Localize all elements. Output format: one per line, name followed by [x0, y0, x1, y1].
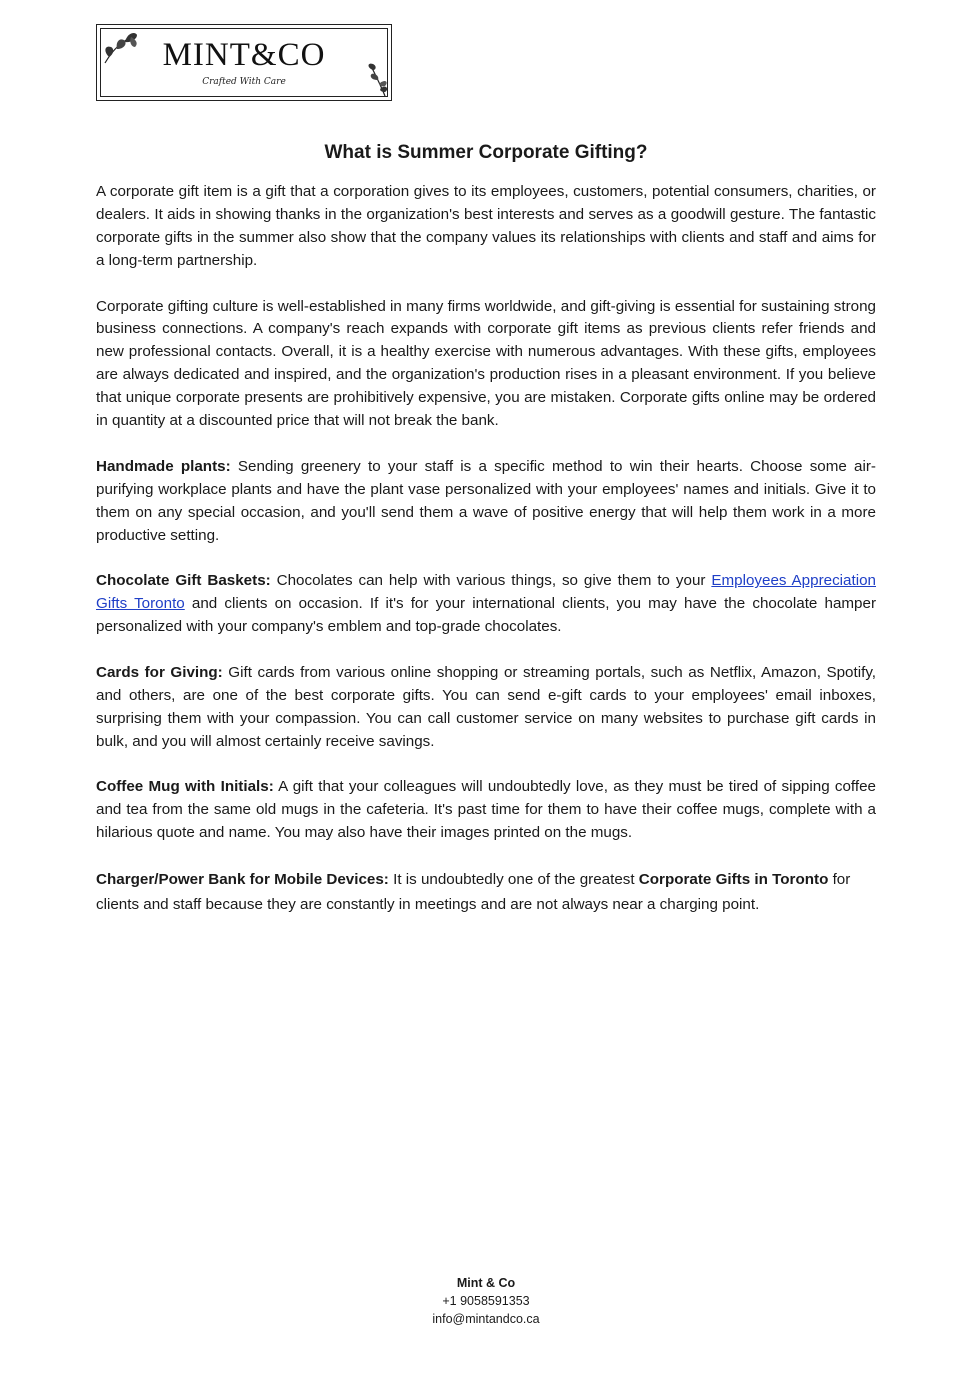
power-bank-text-before: It is undoubtedly one of the greatest	[388, 871, 639, 889]
coffee-mug-heading: Coffee Mug with Initials:	[96, 778, 274, 796]
article-body	[96, 181, 876, 940]
coffee-mug-text: A gift that your colleagues will undoubtedly love, as they must be tired of sipping coffee and tea from the same old mugs in the cafeteria. It's past time for them to have their coffee mugs, complete with a hilarious quote and name. You may also have their images printed on the mugs.	[96, 778, 876, 842]
footer-phone: +1 9058591353	[442, 1294, 530, 1308]
chocolate-text-before: Chocolates can help with various things, so give them to your	[270, 572, 712, 590]
corporate-gifts-toronto-phrase: Corporate Gifts in Toronto	[638, 871, 829, 889]
handmade-plants-heading: Handmade plants:	[96, 457, 231, 475]
company-logo	[96, 24, 392, 101]
chocolate-baskets-paragraph	[96, 570, 876, 639]
culture-paragraph: Corporate gifting culture is well-established in many firms worldwide, and gift-giving is essential for sustaining strong business connections. A company's reach expands with corporate gift items as previous clients refer friends and new professional contacts. Overall, it is a healthy exercise with numerous advantages. With these gifts, employees are always dedicated and inspired, and the organization's production rises in a pleasant environment. If you believe that unique corporate presents are prohibitively expensive, you are mistaken. Corporate gifts online may be ordered in quantity at a discounted price that will not break the bank.	[96, 297, 876, 430]
gift-cards-heading: Cards for Giving:	[96, 663, 223, 681]
gift-cards-paragraph	[96, 662, 876, 754]
intro-paragraph: A corporate gift item is a gift that a corporation gives to its employees, customers, potential consumers, charities, or dealers. It aids in showing thanks in the organization's best interests and serves as a goodwill gesture. The fantastic corporate gifts in the summer also show that the company values its relationships with clients and staff and aims for a long-term partnership.	[96, 183, 876, 269]
footer-email: info@mintandco.ca	[432, 1312, 540, 1326]
coffee-mug-paragraph	[96, 776, 876, 845]
page-title: What is Summer Corporate Gifting?	[324, 142, 648, 163]
chocolate-baskets-heading: Chocolate Gift Baskets:	[96, 572, 271, 590]
handmade-plants-paragraph	[96, 456, 876, 548]
footer-company-name: Mint & Co	[456, 1276, 516, 1290]
chocolate-text-after: and clients on occasion. If it's for your international clients, you may have the chocolate hamper personalized with your company's emblem and top-grade chocolates.	[96, 595, 876, 636]
gift-cards-text: Gift cards from various online shopping or streaming portals, such as Netflix, Amazon, Spotify, and others, are one of the best corporate gifts. You can send e-gift cards to your employees' email inboxes, surprising them with your compassion. You can call customer service on many websites to purchase gift cards in bulk, and you will almost certainly receive savings.	[96, 663, 877, 750]
page-footer	[0, 1274, 972, 1328]
employees-appreciation-gifts-link[interactable]: Employees Appreciation Gifts Toronto	[96, 572, 876, 613]
power-bank-paragraph	[96, 868, 876, 917]
logo-wordmark: MINT&CO	[162, 37, 326, 73]
handmade-plants-text: Sending greenery to your staff is a specific method to win their hearts. Choose some air-purifying workplace plants and have the plant vase personalized with your employees' names and initials. Give it to them on any special occasion, and you'll send them a wave of positive energy that will help them work in a more productive setting.	[96, 457, 876, 544]
power-bank-heading: Charger/Power Bank for Mobile Devices:	[96, 871, 389, 889]
power-bank-text-after: for clients and staff because they are constantly in meetings and are not always near a charging point.	[96, 871, 851, 913]
logo-tagline: Crafted With Care	[202, 77, 286, 87]
